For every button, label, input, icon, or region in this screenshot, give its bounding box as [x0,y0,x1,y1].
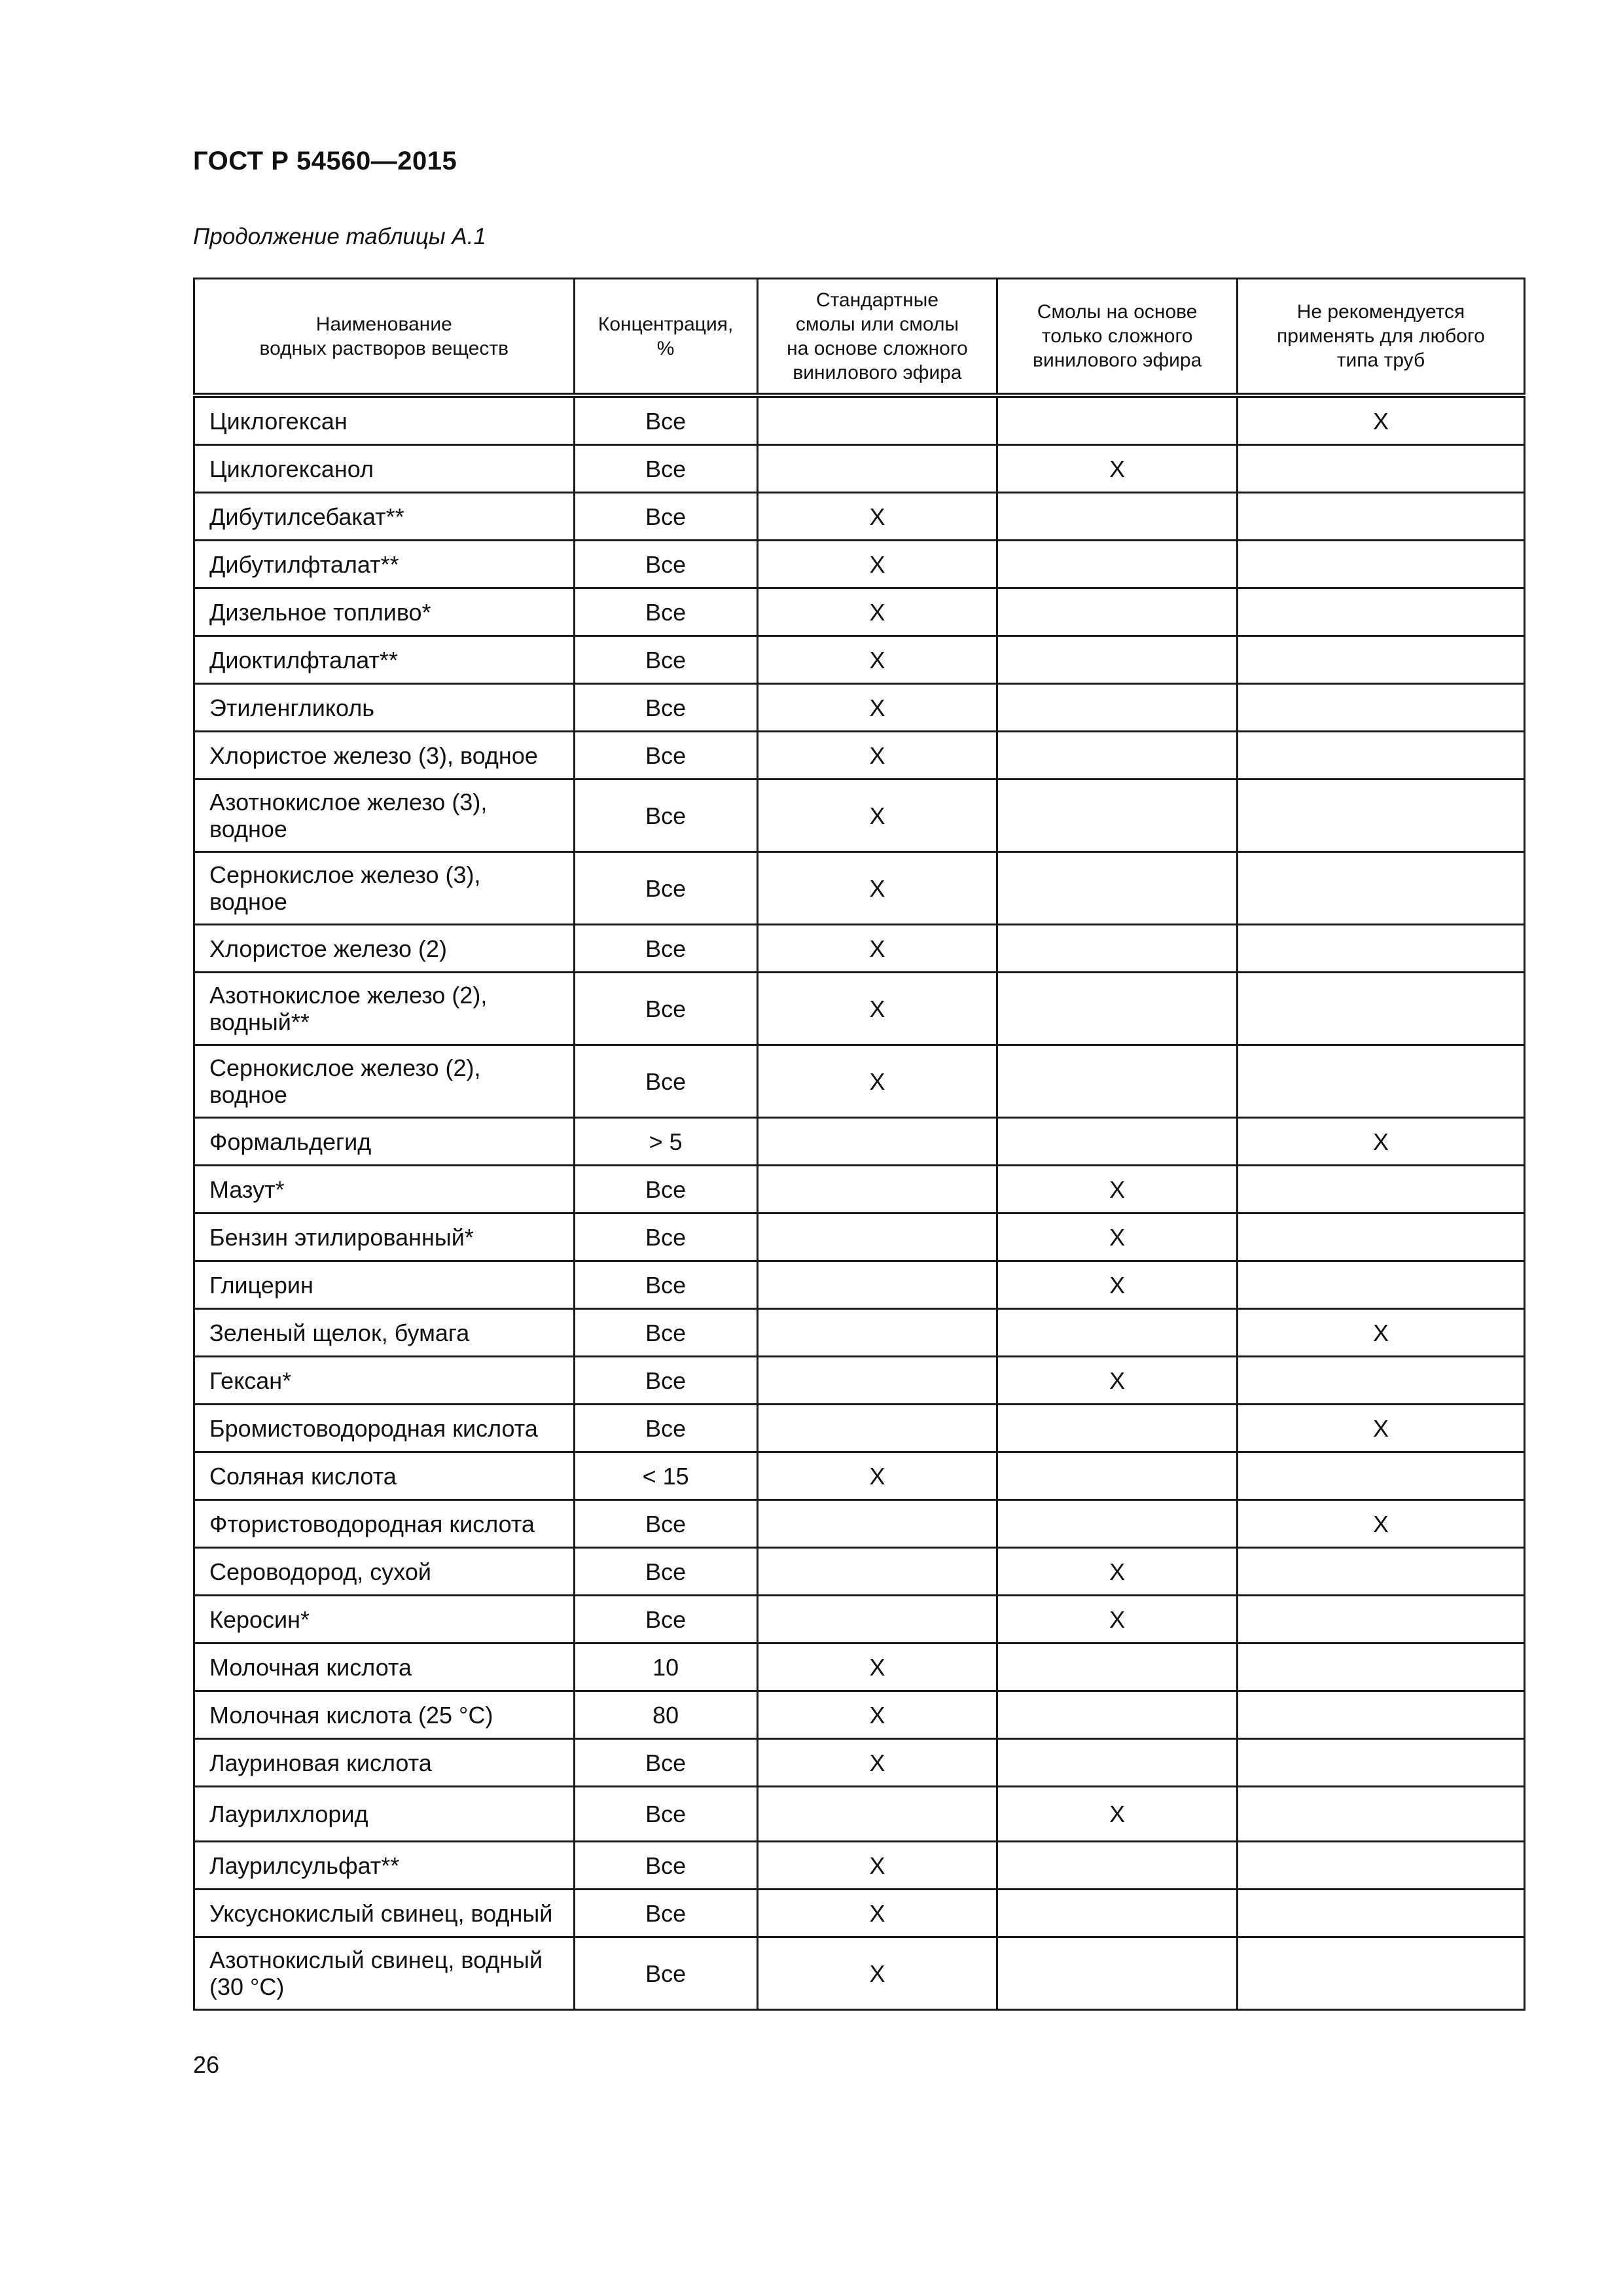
standard-resins-mark [757,1548,997,1596]
concentration: Все [574,925,757,973]
not-recommended-mark [1238,445,1525,493]
table-row [194,973,1525,1045]
standard-resins-mark: X [757,541,997,588]
table-row [194,1643,1525,1691]
not-recommended-mark [1238,1890,1525,1937]
concentration: Все [574,493,757,541]
concentration: Все [574,1261,757,1309]
table-row [194,636,1525,684]
substance-name: Бромистоводородная кислота [194,1405,575,1452]
header-substance-name: Наименование водных растворов веществ [194,279,575,396]
concentration: Все [574,1596,757,1643]
not-recommended-mark [1238,541,1525,588]
standard-resins-mark: X [757,973,997,1045]
vinyl-ester-mark [997,1405,1238,1452]
table-caption: Продолжение таблицы А.1 [193,224,486,249]
vinyl-ester-mark: X [997,1596,1238,1643]
standard-resins-mark: X [757,1739,997,1787]
standard-resins-mark [757,395,997,445]
table-row [194,852,1525,925]
vinyl-ester-mark [997,395,1238,445]
not-recommended-mark [1238,1357,1525,1405]
standard-resins-mark: X [757,684,997,732]
not-recommended-mark [1238,1261,1525,1309]
not-recommended-mark [1238,493,1525,541]
not-recommended-mark [1238,1596,1525,1643]
table-row [194,1842,1525,1890]
vinyl-ester-mark [997,973,1238,1045]
not-recommended-mark: X [1238,1118,1525,1166]
standard-resins-mark: X [757,1842,997,1890]
substance-name: Соляная кислота [194,1452,575,1500]
vinyl-ester-mark [997,493,1238,541]
concentration: 80 [574,1691,757,1739]
concentration: Все [574,973,757,1045]
standard-resins-mark: X [757,1643,997,1691]
table-row [194,925,1525,973]
document-code: ГОСТ Р 54560—2015 [193,147,457,175]
vinyl-ester-mark: X [997,1787,1238,1842]
substance-name: Циклогексанол [194,445,575,493]
vinyl-ester-mark [997,636,1238,684]
not-recommended-mark [1238,1739,1525,1787]
substance-name: Этиленгликоль [194,684,575,732]
table-row [194,1261,1525,1309]
table-row [194,541,1525,588]
table-row [194,1357,1525,1405]
not-recommended-mark [1238,636,1525,684]
not-recommended-mark: X [1238,1405,1525,1452]
substance-name: Мазут* [194,1166,575,1213]
not-recommended-mark [1238,1787,1525,1842]
standard-resins-mark: X [757,1691,997,1739]
standard-resins-mark: X [757,1452,997,1500]
not-recommended-mark [1238,684,1525,732]
table-body [194,395,1525,2010]
concentration: Все [574,1842,757,1890]
not-recommended-mark [1238,1842,1525,1890]
header-standard-resins: Стандартные смолы или смолы на основе сложного винилового эфира [757,279,997,396]
substance-name: Диоктилфталат** [194,636,575,684]
standard-resins-mark: X [757,636,997,684]
substance-name: Азотнокислое железо (2), водный** [194,973,575,1045]
standard-resins-mark [757,445,997,493]
table-row [194,395,1525,445]
standard-resins-mark [757,1357,997,1405]
standard-resins-mark [757,1213,997,1261]
not-recommended-mark: X [1238,395,1525,445]
vinyl-ester-mark: X [997,1548,1238,1596]
concentration: Все [574,1213,757,1261]
substance-name: Сероводород, сухой [194,1548,575,1596]
table-row [194,588,1525,636]
concentration: Все [574,1890,757,1937]
substance-name: Уксуснокислый свинец, водный [194,1890,575,1937]
standard-resins-mark [757,1405,997,1452]
concentration: Все [574,636,757,684]
not-recommended-mark [1238,1691,1525,1739]
standard-resins-mark: X [757,780,997,852]
table-row [194,1691,1525,1739]
table-row [194,1309,1525,1357]
vinyl-ester-mark: X [997,1166,1238,1213]
not-recommended-mark [1238,780,1525,852]
concentration: Все [574,1787,757,1842]
substance-name: Молочная кислота (25 °C) [194,1691,575,1739]
concentration: < 15 [574,1452,757,1500]
table-row [194,1548,1525,1596]
table-row [194,780,1525,852]
vinyl-ester-mark [997,780,1238,852]
table-row [194,493,1525,541]
substance-name: Дибутилсебакат** [194,493,575,541]
vinyl-ester-mark [997,1452,1238,1500]
standard-resins-mark [757,1500,997,1548]
table-row [194,1045,1525,1118]
header-vinyl-ester-resins: Смолы на основе только сложного винилового эфира [997,279,1238,396]
concentration: Все [574,852,757,925]
table-row [194,1739,1525,1787]
vinyl-ester-mark [997,1691,1238,1739]
concentration: Все [574,684,757,732]
standard-resins-mark [757,1261,997,1309]
vinyl-ester-mark [997,852,1238,925]
vinyl-ester-mark [997,1643,1238,1691]
not-recommended-mark: X [1238,1309,1525,1357]
not-recommended-mark [1238,1937,1525,2010]
standard-resins-mark: X [757,1890,997,1937]
substance-name: Хлористое железо (2) [194,925,575,973]
not-recommended-mark [1238,1452,1525,1500]
standard-resins-mark: X [757,852,997,925]
not-recommended-mark [1238,1548,1525,1596]
not-recommended-mark [1238,1166,1525,1213]
substance-name: Азотнокислый свинец, водный (30 °C) [194,1937,575,2010]
vinyl-ester-mark: X [997,1357,1238,1405]
vinyl-ester-mark [997,1118,1238,1166]
concentration: Все [574,541,757,588]
vinyl-ester-mark [997,1739,1238,1787]
concentration: Все [574,1357,757,1405]
not-recommended-mark [1238,732,1525,780]
substance-name: Лаурилхлорид [194,1787,575,1842]
substance-name: Фтористоводородная кислота [194,1500,575,1548]
table-header-row [194,279,1525,396]
not-recommended-mark [1238,925,1525,973]
table-row [194,684,1525,732]
concentration: Все [574,1500,757,1548]
concentration: Все [574,1548,757,1596]
not-recommended-mark [1238,1643,1525,1691]
table-row [194,1452,1525,1500]
substance-name: Молочная кислота [194,1643,575,1691]
table-row [194,445,1525,493]
vinyl-ester-mark [997,1937,1238,2010]
vinyl-ester-mark [997,925,1238,973]
concentration: Все [574,1405,757,1452]
not-recommended-mark [1238,852,1525,925]
concentration: Все [574,588,757,636]
table-row [194,1787,1525,1842]
standard-resins-mark [757,1118,997,1166]
substance-name: Формальдегид [194,1118,575,1166]
concentration: Все [574,1739,757,1787]
header-concentration: Концентрация, % [574,279,757,396]
vinyl-ester-mark [997,1500,1238,1548]
concentration: Все [574,445,757,493]
concentration: Все [574,780,757,852]
substance-name: Бензин этилированный* [194,1213,575,1261]
table-row [194,1213,1525,1261]
substance-name: Сернокислое железо (3), водное [194,852,575,925]
not-recommended-mark [1238,588,1525,636]
standard-resins-mark [757,1309,997,1357]
substance-name: Керосин* [194,1596,575,1643]
standard-resins-mark [757,1596,997,1643]
concentration: Все [574,1309,757,1357]
standard-resins-mark [757,1166,997,1213]
concentration: 10 [574,1643,757,1691]
substance-name: Дизельное топливо* [194,588,575,636]
concentration: Все [574,1937,757,2010]
standard-resins-mark: X [757,1937,997,2010]
not-recommended-mark: X [1238,1500,1525,1548]
header-not-recommended: Не рекомендуется применять для любого типа труб [1238,279,1525,396]
table-row [194,1890,1525,1937]
table-row [194,1500,1525,1548]
standard-resins-mark: X [757,732,997,780]
concentration: Все [574,732,757,780]
substance-name: Азотнокислое железо (3), водное [194,780,575,852]
page-number: 26 [193,2051,220,2078]
vinyl-ester-mark [997,1045,1238,1118]
table-row [194,1118,1525,1166]
substance-name: Хлористое железо (3), водное [194,732,575,780]
standard-resins-mark [757,1787,997,1842]
vinyl-ester-mark [997,1842,1238,1890]
vinyl-ester-mark [997,588,1238,636]
chemical-resistance-table [193,278,1525,2011]
table-row [194,732,1525,780]
table-row [194,1937,1525,2010]
table-row [194,1596,1525,1643]
vinyl-ester-mark: X [997,445,1238,493]
vinyl-ester-mark: X [997,1261,1238,1309]
table-row [194,1405,1525,1452]
vinyl-ester-mark [997,1309,1238,1357]
not-recommended-mark [1238,1045,1525,1118]
standard-resins-mark: X [757,925,997,973]
table-row [194,1166,1525,1213]
vinyl-ester-mark: X [997,1213,1238,1261]
vinyl-ester-mark [997,541,1238,588]
concentration: > 5 [574,1118,757,1166]
vinyl-ester-mark [997,732,1238,780]
standard-resins-mark: X [757,1045,997,1118]
standard-resins-mark: X [757,493,997,541]
vinyl-ester-mark [997,684,1238,732]
substance-name: Сернокислое железо (2), водное [194,1045,575,1118]
substance-name: Лауриновая кислота [194,1739,575,1787]
substance-name: Гексан* [194,1357,575,1405]
not-recommended-mark [1238,973,1525,1045]
substance-name: Зеленый щелок, бумага [194,1309,575,1357]
standard-resins-mark: X [757,588,997,636]
substance-name: Циклогексан [194,395,575,445]
not-recommended-mark [1238,1213,1525,1261]
substance-name: Дибутилфталат** [194,541,575,588]
concentration: Все [574,1045,757,1118]
concentration: Все [574,1166,757,1213]
substance-name: Лаурилсульфат** [194,1842,575,1890]
concentration: Все [574,395,757,445]
substance-name: Глицерин [194,1261,575,1309]
vinyl-ester-mark [997,1890,1238,1937]
